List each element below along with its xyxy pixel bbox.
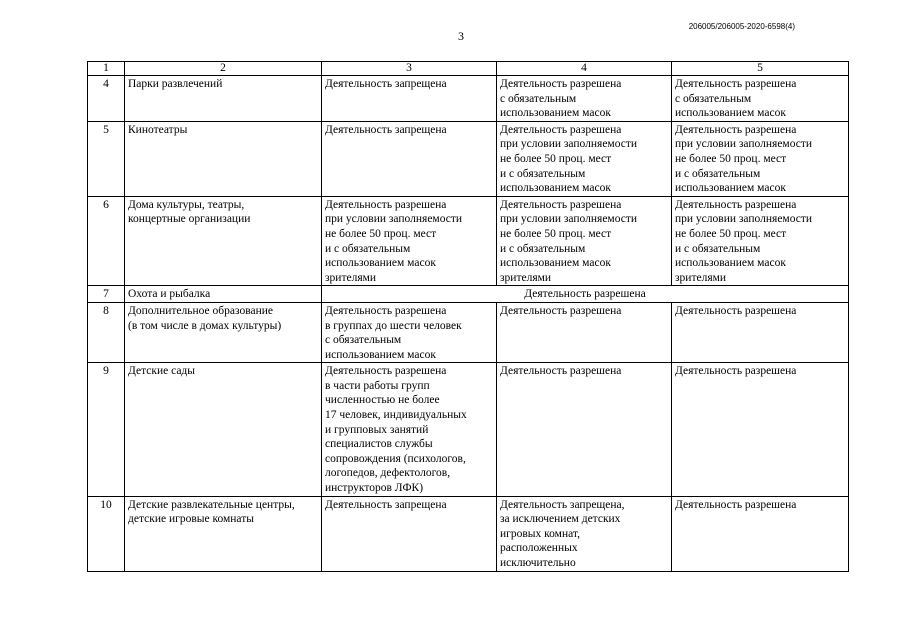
table-row bbox=[88, 196, 849, 286]
cell-col4: Деятельность разрешена bbox=[497, 363, 672, 496]
cell-merged: Деятельность разрешена bbox=[322, 286, 849, 303]
cell-col4: Деятельность разрешена при условии заполняемости не более 50 проц. мест и с обязательным использованием масок bbox=[497, 121, 672, 196]
row-number: 4 bbox=[88, 76, 125, 122]
column-header: 2 bbox=[125, 62, 322, 76]
row-name: Детские развлекательные центры, детские игровые комнаты bbox=[125, 496, 322, 571]
row-name: Охота и рыбалка bbox=[125, 286, 322, 303]
cell-col5: Деятельность разрешена с обязательным использованием масок bbox=[672, 76, 849, 122]
row-name: Кинотеатры bbox=[125, 121, 322, 196]
cell-col5: Деятельность разрешена bbox=[672, 363, 849, 496]
table-row bbox=[88, 76, 849, 122]
row-number: 5 bbox=[88, 121, 125, 196]
cell-col4: Деятельность разрешена bbox=[497, 302, 672, 362]
cell-col5: Деятельность разрешена при условии заполняемости не более 50 проц. мест и с обязательным использованием масок bbox=[672, 121, 849, 196]
row-name: Дома культуры, театры, концертные организации bbox=[125, 196, 322, 286]
row-number: 10 bbox=[88, 496, 125, 571]
cell-col3: Деятельность запрещена bbox=[322, 496, 497, 571]
cell-col3: Деятельность запрещена bbox=[322, 76, 497, 122]
row-name: Дополнительное образование (в том числе в домах культуры) bbox=[125, 302, 322, 362]
table-header-row bbox=[88, 62, 849, 76]
row-number: 8 bbox=[88, 302, 125, 362]
row-name: Детские сады bbox=[125, 363, 322, 496]
column-header: 4 bbox=[497, 62, 672, 76]
document-code: 206005/206005-2020-6598(4) bbox=[688, 22, 795, 31]
table-row bbox=[88, 121, 849, 196]
cell-col5: Деятельность разрешена bbox=[672, 496, 849, 571]
cell-col3: Деятельность разрешена при условии заполняемости не более 50 проц. мест и с обязательным использованием масок зрителями bbox=[322, 196, 497, 286]
table-row bbox=[88, 363, 849, 496]
cell-col4: Деятельность разрешена с обязательным использованием масок bbox=[497, 76, 672, 122]
activity-table bbox=[87, 61, 849, 572]
cell-col3: Деятельность разрешена в группах до шести человек с обязательным использованием масок bbox=[322, 302, 497, 362]
table-row bbox=[88, 286, 849, 303]
page-number: 3 bbox=[458, 29, 464, 43]
table-row bbox=[88, 496, 849, 571]
column-header: 3 bbox=[322, 62, 497, 76]
cell-col5: Деятельность разрешена bbox=[672, 302, 849, 362]
row-name: Парки развлечений bbox=[125, 76, 322, 122]
column-header: 5 bbox=[672, 62, 849, 76]
table-row bbox=[88, 302, 849, 362]
cell-col3: Деятельность разрешена в части работы групп численностью не более 17 человек, индивидуальных и групповых занятий специалистов службы сопровождения (психологов, логопедов, дефектологов, инструкторов ЛФК) bbox=[322, 363, 497, 496]
row-number: 7 bbox=[88, 286, 125, 303]
row-number: 9 bbox=[88, 363, 125, 496]
cell-col3: Деятельность запрещена bbox=[322, 121, 497, 196]
cell-col5: Деятельность разрешена при условии заполняемости не более 50 проц. мест и с обязательным использованием масок зрителями bbox=[672, 196, 849, 286]
cell-col4: Деятельность разрешена при условии заполняемости не более 50 проц. мест и с обязательным использованием масок зрителями bbox=[497, 196, 672, 286]
row-number: 6 bbox=[88, 196, 125, 286]
column-header: 1 bbox=[88, 62, 125, 76]
cell-col4: Деятельность запрещена, за исключением детских игровых комнат, расположенных исключительно bbox=[497, 496, 672, 571]
